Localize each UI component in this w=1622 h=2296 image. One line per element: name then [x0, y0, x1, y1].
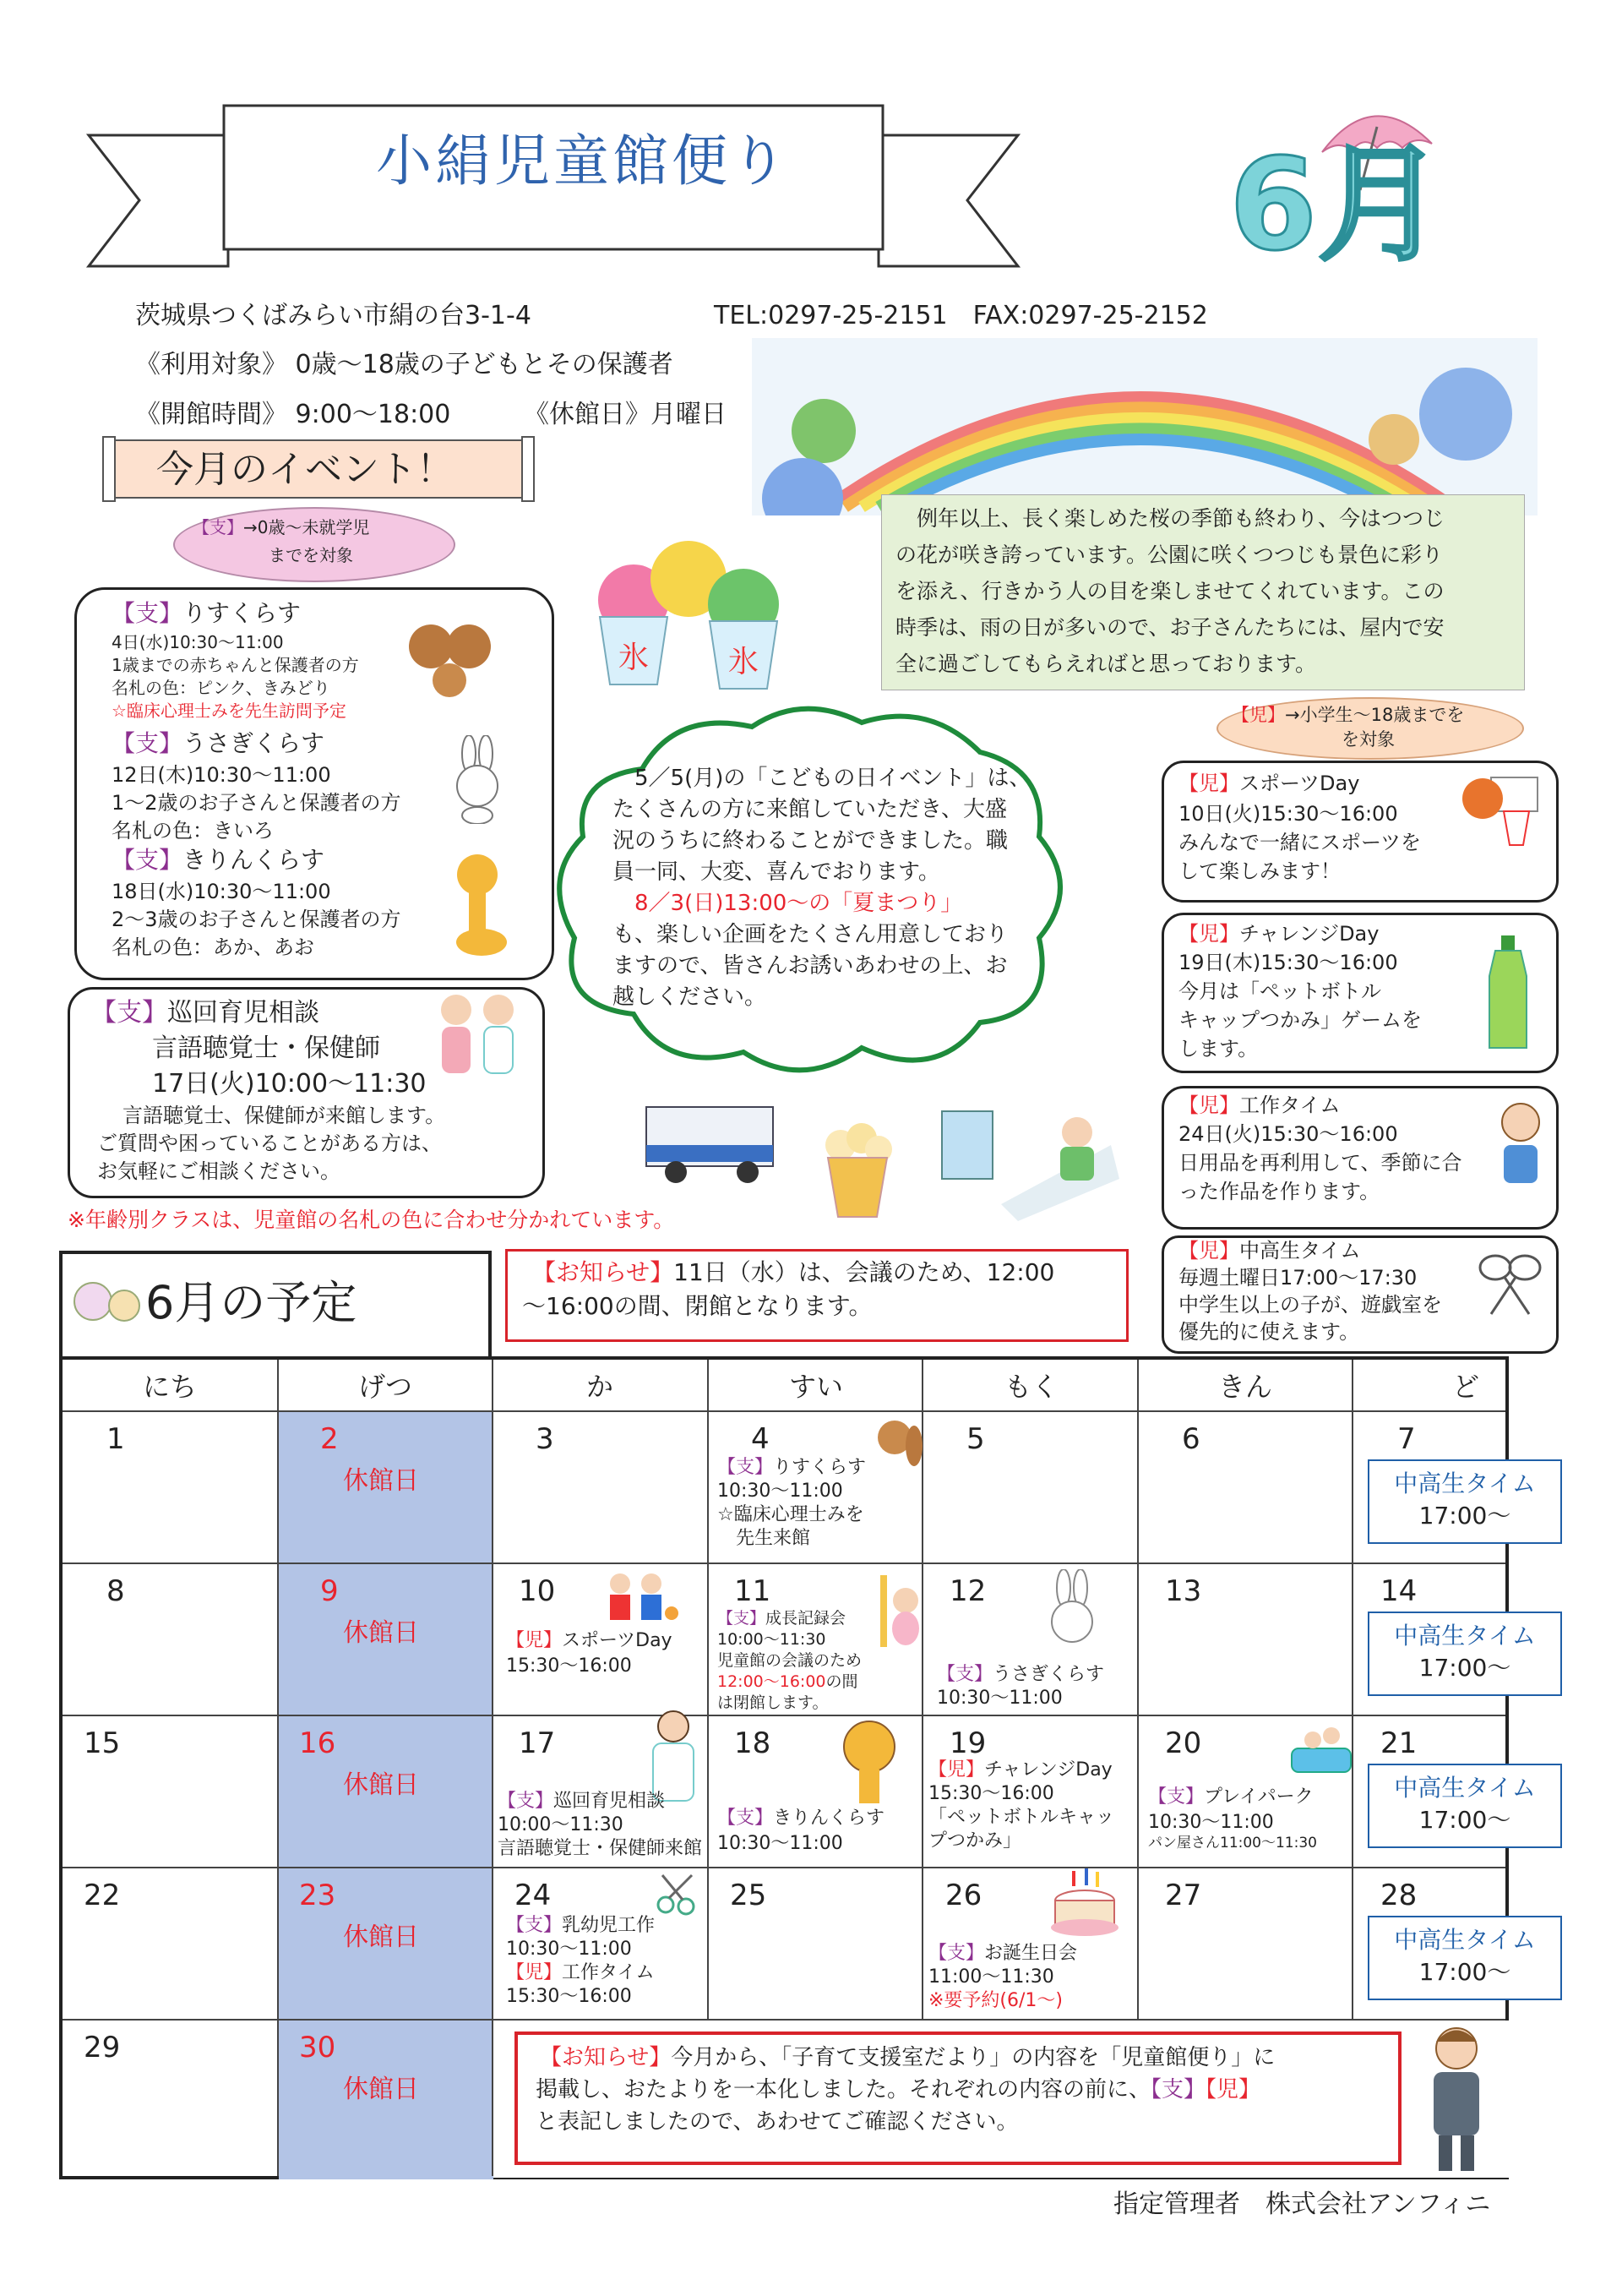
ev-11-title: 【支】成長記録会: [717, 1609, 846, 1628]
day-14: 14: [1380, 1574, 1418, 1608]
consult-title: 【支】巡回育児相談: [91, 998, 319, 1028]
ev-11-n1: 児童館の会議のため: [717, 1651, 863, 1670]
ev-20-n1: パン屋さん11:00～11:30: [1148, 1835, 1317, 1852]
ev-4-title: 【支】りすくらす: [717, 1457, 867, 1478]
ev-10-time: 15:30～16:00: [506, 1655, 632, 1677]
closed-9: 休館日: [343, 1618, 419, 1648]
kid-game-illustration: [933, 1086, 1128, 1221]
cake-icon: [1047, 1867, 1123, 1939]
weekday-tue: か: [586, 1371, 614, 1403]
kids-ev1-title: 【児】スポーツDay: [1178, 772, 1360, 795]
ev-4-n1: ☆臨床心理士みを: [717, 1504, 864, 1525]
day-1: 1: [106, 1422, 125, 1456]
kids-ev1-line1: みんなで一緒にスポーツを: [1178, 831, 1422, 854]
ev2-line1: 1～2歳のお子さんと保護者の方: [112, 791, 401, 815]
weekday-fri: きん: [1218, 1371, 1273, 1403]
ev1-title: 【支】りすくらす: [112, 599, 302, 627]
consult-line3: お気軽にご相談ください。: [97, 1159, 340, 1183]
ev3-date: 18日(水)10:30～11:00: [112, 880, 331, 903]
ev2-line2: 名札の色：きいろ: [112, 819, 274, 843]
squirrel-icon: [401, 608, 498, 701]
cloud-line5: も、楽しい企画をたくさん用意しており: [612, 922, 1009, 947]
closed-23: 休館日: [343, 1922, 419, 1952]
day-17: 17: [519, 1726, 556, 1760]
ev-18-title: 【支】きりんくらす: [717, 1808, 885, 1829]
ev-11-n2: 12:00～16:00の間: [717, 1672, 858, 1691]
day-20: 20: [1165, 1726, 1202, 1760]
badminton-icon: [1470, 1246, 1550, 1327]
ev1-date: 4日(水)10:30～11:00: [112, 632, 284, 652]
kids-ev4-date: 毎週土曜日17:00～17:30: [1178, 1266, 1418, 1290]
kids-ev2-line1: 今月は「ペットボトル: [1178, 979, 1381, 1003]
teen-tag-21: 中高生タイム 17:00～: [1368, 1764, 1562, 1848]
baby-measure-icon: [874, 1571, 924, 1651]
ev-4-n2: 先生来館: [717, 1528, 811, 1549]
day-15: 15: [84, 1726, 121, 1760]
rabbit-icon: [444, 735, 511, 824]
consult-line2: ご質問や困っていることがある方は、: [97, 1132, 442, 1155]
weekday-mon: げつ: [358, 1371, 413, 1403]
kids-ev4-line1: 中学生以上の子が、遊戯室を: [1178, 1293, 1442, 1317]
ev-26-n1: ※要予約(6/1～): [928, 1990, 1064, 2011]
ev2-title: 【支】うさぎくらす: [112, 729, 325, 757]
ev-24-title: 【支】乳幼児工作: [506, 1915, 656, 1936]
consultation-people-icon: [427, 989, 528, 1077]
kids-ev2-line2: キャップつかみ」ゲームを: [1178, 1008, 1422, 1032]
basketball-icon: [1457, 769, 1542, 854]
ev1-note: ☆臨床心理士みを先生訪問予定: [112, 701, 346, 721]
kids-pill-line1: 【児】→小学生～18歳までを: [1232, 705, 1465, 725]
ev-20-title: 【支】プレイパーク: [1148, 1786, 1314, 1808]
ev2-date: 12日(木)10:30～11:00: [112, 763, 331, 787]
svg-text:氷: 氷: [728, 645, 759, 679]
ev-11-time: 10:00～11:30: [717, 1630, 826, 1649]
page-title: 小絹児童館便り: [376, 128, 790, 194]
ev3-title: 【支】きりんくらす: [112, 846, 325, 874]
consult-sub: 言語聴覚士・保健師: [152, 1033, 380, 1063]
address: 茨城県つくばみらい市絹の台3-1-4: [135, 301, 531, 330]
kids-ev1-line2: して楽しみます！: [1178, 859, 1341, 883]
staff-man-icon: [1418, 2023, 1494, 2175]
day-5: 5: [966, 1422, 985, 1456]
ev3-line2: 名札の色：あか、あお: [112, 935, 314, 959]
ev-19-n2: プつかみ」: [928, 1830, 1022, 1852]
day-26: 26: [945, 1879, 982, 1912]
calendar-grid: [59, 1356, 1536, 2179]
popcorn-illustration: [819, 1120, 895, 1221]
notice-unify-line2: 掲載し、おたよりを一本化しました。それぞれの内容の前に、【支】【児】: [536, 2077, 1261, 2102]
consult-date: 17日(火)10:00～11:30: [152, 1069, 427, 1099]
squirrel-small-icon: [874, 1412, 924, 1471]
closed-16: 休館日: [343, 1770, 419, 1800]
ev-17-time: 10:00～11:30: [498, 1814, 623, 1835]
greeting-line2: の花が咲き誇っています。公園に咲くつつじも景色に彩り: [895, 543, 1444, 567]
ev3-line1: 2～3歳のお子さんと保護者の方: [112, 908, 401, 931]
day-21: 21: [1380, 1726, 1418, 1760]
snail-icon: [63, 1272, 148, 1331]
day-2: 2: [320, 1422, 339, 1456]
day-6: 6: [1182, 1422, 1200, 1456]
teen-tag-28: 中高生タイム 17:00～: [1368, 1916, 1562, 2000]
cloud-line3: 況のうちに終わることができました。職: [612, 828, 1009, 854]
day-10: 10: [519, 1574, 556, 1608]
bottle-icon: [1483, 934, 1533, 1052]
day-18: 18: [734, 1726, 771, 1760]
ev-26-title: 【支】お誕生日会: [928, 1943, 1078, 1964]
day-8: 8: [106, 1574, 125, 1608]
notice-meeting-line2: ～16:00の間、閉館となります。: [522, 1292, 873, 1320]
events-title: 今月のイベント！: [156, 448, 454, 491]
teen-tag-7: 中高生タイム 17:00～: [1368, 1459, 1562, 1544]
kids-ev2-date: 19日(木)15:30～16:00: [1178, 951, 1398, 974]
greeting-line5: 全に過ごしてもらえればと思っております。: [895, 652, 1317, 676]
ev-10-title: 【児】スポーツDay: [506, 1630, 672, 1651]
greeting-line1: 例年以上、長く楽しめた桜の季節も終わり、今はつつじ: [895, 506, 1445, 531]
cloud-line2: たくさんの方に来館していただき、大盛: [612, 797, 1007, 822]
rabbit-small-icon: [1038, 1569, 1106, 1654]
support-pill-line1: 【支】→0歳～未就学児: [193, 517, 370, 537]
ev-12-time: 10:30～11:00: [937, 1688, 1063, 1709]
ev-24-time2: 15:30～16:00: [506, 1986, 632, 2007]
target-users: 《利用対象》 0歳～18歳の子どもとその保護者: [135, 350, 673, 379]
ev-24-time: 10:30～11:00: [506, 1939, 632, 1960]
ev-11-n3: は閉館します。: [717, 1693, 829, 1712]
kids-ev4-title: 【児】中高生タイム: [1178, 1239, 1361, 1263]
closed-30: 休館日: [343, 2075, 419, 2104]
greeting-line4: 時季は、雨の日が多いので、お子さんたちには、屋内で安: [895, 615, 1445, 640]
ev-24-title2: 【児】工作タイム: [506, 1962, 655, 1983]
kids-ev3-line1: 日用品を再利用して、季節に合: [1178, 1151, 1462, 1175]
tel-fax: TEL:0297-25-2151 FAX:0297-25-2152: [714, 301, 1208, 330]
kids-ev2-title: 【児】チャレンジDay: [1178, 922, 1380, 946]
ev-17-n1: 言語聴覚士・保健師来館: [498, 1838, 703, 1859]
kids-ev2-line3: します。: [1178, 1037, 1259, 1061]
month-badge: 6月: [1229, 132, 1445, 279]
cloud-line1: 5／5(月)の「こどもの日イベント」は、: [612, 766, 1031, 791]
ev-19-title: 【児】チャレンジDay: [928, 1759, 1113, 1781]
shaved-ice-illustration: [583, 532, 794, 693]
day-7: 7: [1397, 1422, 1416, 1456]
day-16: 16: [299, 1726, 336, 1760]
closed-2: 休館日: [343, 1466, 419, 1496]
day-12: 12: [950, 1574, 987, 1608]
greeting-line3: を添え、行きかう人の目を楽しませてくれています。この: [895, 579, 1445, 603]
day-4: 4: [751, 1422, 770, 1456]
cloud-line6: ますので、皆さんお誘いあわせの上、お: [612, 953, 1008, 979]
cloud-highlight: 8／3(日)13:00～の「夏まつり」: [612, 891, 963, 916]
day-19: 19: [950, 1726, 987, 1760]
weekday-sun: にち: [143, 1371, 198, 1403]
ev-20-time: 10:30～11:00: [1148, 1812, 1274, 1833]
day-11: 11: [734, 1574, 771, 1608]
day-28: 28: [1380, 1879, 1418, 1912]
footer-operator: 指定管理者 株式会社アンフィニ: [1113, 2190, 1491, 2219]
support-pill-line2: までを対象: [269, 545, 353, 565]
kids-ev4-line2: 優先的に使えます。: [1178, 1320, 1360, 1344]
weekday-wed: すい: [789, 1371, 844, 1403]
consult-line1: 言語聴覚士、保健師が来館します。: [122, 1104, 446, 1127]
cloud-line4: 員一同、大変、喜んでおります。: [612, 859, 940, 885]
rainbow-illustration: [752, 338, 1538, 515]
kids-ev1-date: 10日(火)15:30～16:00: [1178, 802, 1398, 826]
kids-pill-line2: を対象: [1342, 729, 1395, 750]
day-13: 13: [1165, 1574, 1202, 1608]
ev-4-time: 10:30～11:00: [717, 1481, 843, 1502]
cloud-line7: 越しください。: [612, 984, 767, 1010]
day-22: 22: [84, 1879, 121, 1912]
ev-17-title: 【支】巡回育児相談: [498, 1791, 666, 1812]
kids-ev3-title: 【児】工作タイム: [1178, 1093, 1341, 1117]
food-truck-illustration: [638, 1094, 781, 1187]
ev-26-time: 11:00～11:30: [928, 1966, 1054, 1988]
ev-19-time: 15:30～16:00: [928, 1783, 1054, 1804]
day-24: 24: [514, 1879, 552, 1912]
day-3: 3: [536, 1422, 554, 1456]
weekday-thu: もく: [1004, 1371, 1059, 1403]
scissors-icon: [654, 1871, 700, 1917]
giraffe-icon: [444, 849, 520, 959]
notice-meeting-line1: 【お知らせ】11日（水）は、会議のため、12:00: [532, 1258, 1055, 1286]
kids-ev3-line2: った作品を作ります。: [1178, 1180, 1380, 1203]
opening-hours: 《開館時間》 9:00～18:00: [135, 400, 451, 429]
kids-sports-icon: [599, 1571, 679, 1626]
notice-unify-line3: と表記しましたので、あわせてご確認ください。: [536, 2109, 1019, 2135]
ev1-line1: 1歳までの赤ちゃんと保護者の方: [112, 655, 359, 675]
day-25: 25: [730, 1879, 767, 1912]
giraffe-small-icon: [827, 1715, 912, 1816]
svg-text:氷: 氷: [618, 641, 650, 675]
ev-19-n1: 「ペットボトルキャッ: [928, 1807, 1115, 1828]
ev1-line2: 名札の色：ピンク、きみどり: [112, 678, 330, 698]
day-9: 9: [320, 1574, 339, 1608]
weekday-sat: ど: [1452, 1371, 1480, 1403]
ev-12-title: 【支】うさぎくらす: [937, 1664, 1105, 1685]
age-note: ※年齢別クラスは、児童館の名札の色に合わせ分かれています。: [68, 1208, 675, 1232]
kids-ev3-date: 24日(火)15:30～16:00: [1178, 1122, 1398, 1146]
teen-tag-14: 中高生タイム 17:00～: [1368, 1612, 1562, 1696]
day-29: 29: [84, 2031, 121, 2064]
day-23: 23: [299, 1879, 336, 1912]
ev-18-time: 10:30～11:00: [717, 1833, 843, 1854]
boy-craft-icon: [1495, 1099, 1546, 1192]
playpark-icon: [1287, 1719, 1355, 1778]
closed-day: 《休館日》月曜日: [524, 400, 727, 429]
schedule-title: 6月の予定: [145, 1276, 357, 1329]
day-27: 27: [1165, 1879, 1202, 1912]
day-30: 30: [299, 2031, 336, 2064]
notice-unify-line1: 【お知らせ】今月から、「子育て支援室だより」の内容を「児童館便り」に: [540, 2045, 1276, 2070]
